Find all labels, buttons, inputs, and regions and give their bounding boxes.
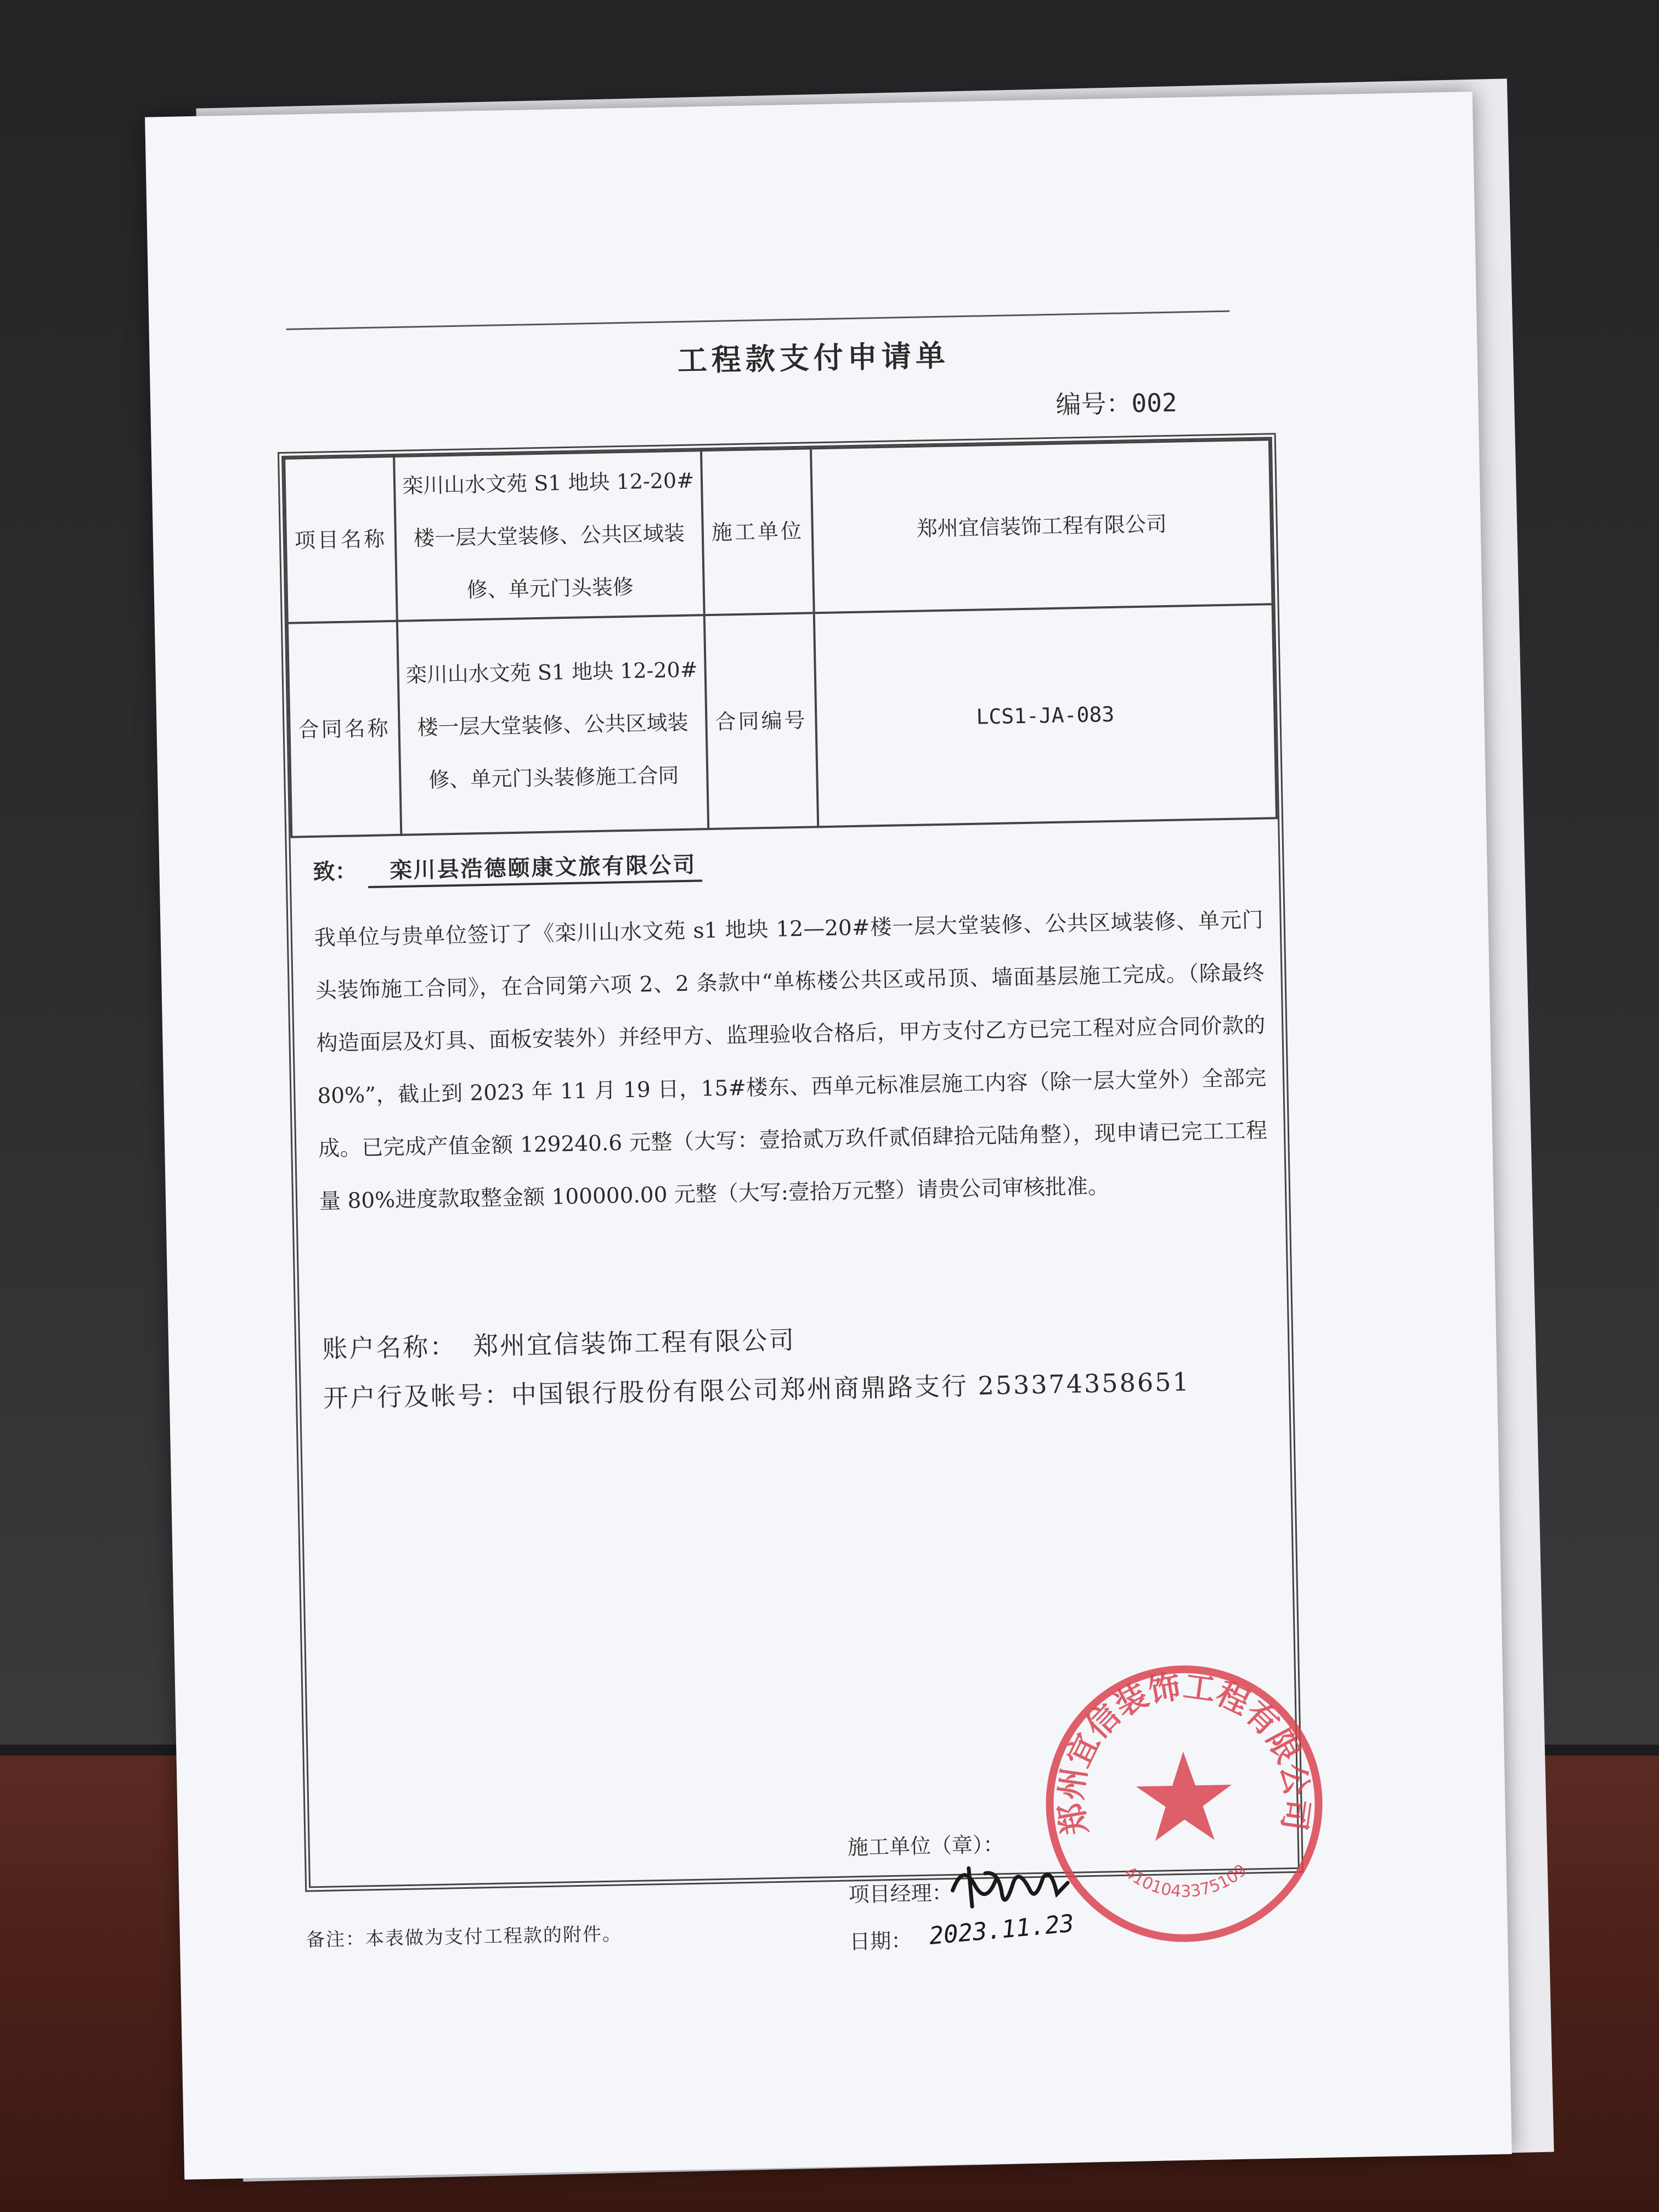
seal-star-icon xyxy=(1136,1751,1233,1841)
sign-unit-label: 施工单位（章）： xyxy=(847,1832,1005,1860)
contract-name-label: 合同名称 xyxy=(287,621,401,837)
table-row xyxy=(284,439,1272,623)
company-seal xyxy=(1036,1656,1332,1952)
serial-label: 编号： xyxy=(1055,388,1132,420)
document-title: 工程款支付申请单 xyxy=(677,337,950,379)
contractor-value: 郑州宜信装饰工程有限公司 xyxy=(811,439,1273,613)
contractor-label: 施工单位 xyxy=(701,448,814,615)
contract-no-label: 合同编号 xyxy=(704,613,818,829)
account-name-label: 账户名称： xyxy=(321,1331,457,1364)
account-name-value: 郑州宜信装饰工程有限公司 xyxy=(472,1325,796,1361)
contract-name-value: 栾川山水文苑 S1 地块 12-20#楼一层大堂装修、公共区域装修、单元门头装修施工合同 xyxy=(397,615,708,835)
addressee-line xyxy=(313,847,702,886)
document-page xyxy=(145,92,1512,2180)
table-row xyxy=(287,604,1277,837)
bank-label: 开户行及帐号： xyxy=(323,1380,512,1413)
bank-account-line xyxy=(323,1362,1190,1414)
info-table xyxy=(283,438,1278,838)
header-rule xyxy=(286,311,1230,330)
footnote: 备注：本表做为支付工程款的附件。 xyxy=(306,1923,623,1951)
addressee-name: 栾川县浩德颐康文旅有限公司 xyxy=(368,851,702,888)
serial-value: 002 xyxy=(1131,387,1178,419)
seal-text: 郑州宜信装饰工程有限公司 xyxy=(1052,1667,1317,1838)
handwritten-date-text: 2023.11.23 xyxy=(928,1909,1075,1950)
serial-number xyxy=(1056,383,1177,421)
project-name-value: 栾川山水文苑 S1 地块 12-20#楼一层大堂装修、公共区域装修、单元门头装修 xyxy=(394,450,704,621)
to-label: 致： xyxy=(313,858,358,885)
sign-date-label: 日期： xyxy=(849,1928,912,1954)
contract-no-value: LCS1-JA-083 xyxy=(814,604,1277,827)
sign-manager-label: 项目经理： xyxy=(848,1880,953,1907)
request-body-text: 我单位与贵单位签订了《栾川山水文苑 s1 地块 12—20#楼一层大堂装修、公共区域装修、单元门头装饰施工合同》，在合同第六项 2、2 条款中“单栋楼公共区或吊顶、墙面基层施工完成。（除最终构造面层及灯具、面板安装外）并经甲方、监理验收合格后，甲方支付乙方已完工程对应合同价款的 80%”，截止到 2023 年 11 月 19 日，15#楼东、西单元标准层施工内容（除一层大堂外）全部完成。已完成产值金额 129240.6 元整（大写：壹拾贰万玖仟贰佰肆拾元陆角整），现申请已完工工程量 80%进度款取整金额 100000.00 元整（大写:壹拾万元整）请贵公司审核批准。 xyxy=(314,907,1268,1214)
svg-text:4101043375109 xyxy=(1120,1860,1251,1903)
project-name-label: 项目名称 xyxy=(284,456,397,623)
handwritten-date xyxy=(926,1903,1075,1954)
bank-value: 中国银行股份有限公司郑州商鼎路支行 253374358651 xyxy=(511,1367,1191,1410)
seal-number: 4101043375109 xyxy=(1120,1860,1251,1901)
account-name-line xyxy=(322,1320,796,1365)
